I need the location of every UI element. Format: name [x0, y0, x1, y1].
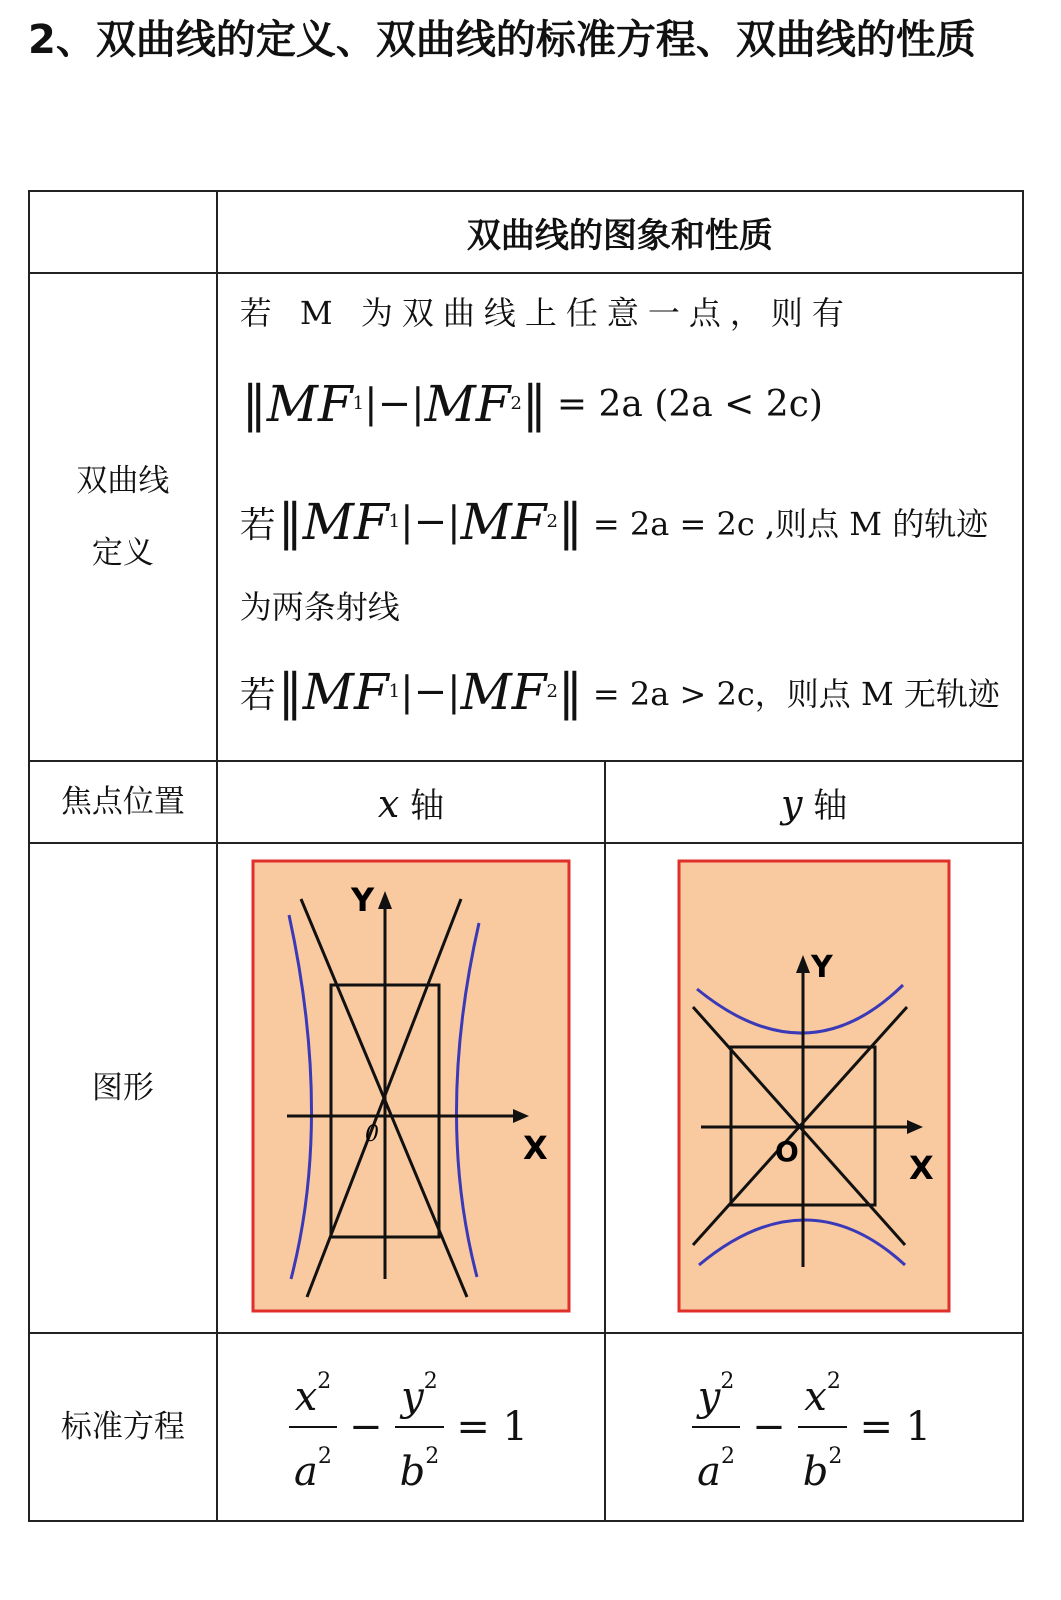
abs-expression: ‖ MF 1 |−| MF 2 ‖	[241, 375, 547, 433]
definition-label-line1: 双曲线	[76, 463, 170, 499]
table-header: 双曲线的图象和性质	[217, 191, 1023, 273]
page-heading: 2、双曲线的定义、双曲线的标准方程、双曲线的性质	[28, 17, 976, 63]
x-axis-label: X	[523, 1129, 548, 1167]
x-hyperbola-diagram	[251, 859, 571, 1313]
definition-line1: 若 M 为双曲线上任意一点，则有	[239, 294, 853, 332]
equation-y-focus	[605, 1333, 1023, 1521]
fraction-y2-a2: $\frac{y^2}{a^2}$	[691, 1353, 741, 1501]
definition-content	[217, 273, 1023, 761]
diagram-background	[679, 861, 949, 1311]
fraction-y2-b2: $\frac{y^2}{b^2}$	[394, 1353, 446, 1501]
hyperbola-properties-table	[28, 190, 1024, 1522]
y-axis-label: Y	[351, 881, 375, 919]
y-hyperbola-diagram	[677, 859, 951, 1313]
fraction-x2-a2: $\frac{x^2}{a^2}$	[288, 1353, 338, 1501]
x-var: x	[377, 781, 400, 826]
equals-one: = 1	[456, 1404, 528, 1450]
axis-word: 轴	[410, 785, 445, 826]
definition-formula1	[240, 344, 1004, 464]
equation-x-focus	[217, 1333, 606, 1521]
figure-y-hyperbola	[605, 843, 1023, 1333]
header-empty-cell	[29, 191, 217, 273]
definition-line3: 为两条射线	[239, 588, 400, 626]
axis-word: 轴	[813, 785, 848, 826]
x-axis-label: X	[909, 1149, 934, 1187]
definition-formula3	[240, 638, 1004, 746]
focus-label: 焦点位置	[29, 761, 217, 843]
equation-label: 标准方程	[29, 1333, 217, 1521]
abs-expression: ‖ MF 1 |−| MF 2 ‖	[277, 493, 583, 551]
definition-label-line2: 定义	[91, 535, 154, 571]
formula2-tail: = 2a = 2c ,则点 M 的轨迹	[592, 505, 989, 543]
formula3-prefix: 若	[239, 674, 276, 716]
abs-expression: ‖ MF 1 |−| MF 2 ‖	[277, 663, 583, 721]
formula1-tail: = 2a (2a < 2c)	[556, 383, 823, 425]
focus-y-axis	[605, 761, 1023, 843]
figure-x-hyperbola	[217, 843, 606, 1333]
equals-one: = 1	[859, 1404, 932, 1450]
figure-label: 图形	[29, 843, 217, 1333]
formula2-prefix: 若	[239, 504, 276, 546]
definition-label	[29, 273, 217, 761]
minus-sign: −	[349, 1404, 383, 1450]
origin-label: O	[775, 1135, 799, 1168]
formula3-tail: = 2a > 2c，则点 M 无轨迹	[592, 675, 1000, 713]
y-axis-label: Y	[811, 950, 833, 985]
y-var: y	[781, 781, 803, 826]
minus-sign: −	[752, 1404, 786, 1450]
fraction-x2-b2: $\frac{x^2}{b^2}$	[797, 1353, 849, 1501]
focus-x-axis	[217, 761, 606, 843]
definition-formula2	[240, 468, 1004, 576]
origin-label: 0	[365, 1122, 380, 1147]
